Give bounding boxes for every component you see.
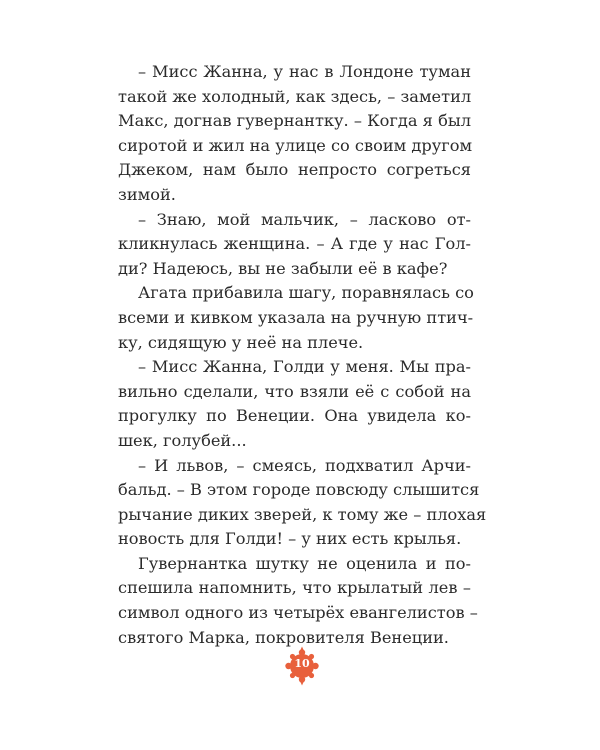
text-line: символ одного из четырёх евангелистов – <box>118 603 478 623</box>
body-text <box>118 60 487 650</box>
text-line: Гувернантка шутку не оценила и по- <box>138 553 471 573</box>
text-line: прогулку по Венеции. Она увидела ко- <box>118 406 471 426</box>
text-line: Агата прибавила шагу, поравнялась со <box>138 283 474 303</box>
text-line: сиротой и жил на улице со своим другом <box>118 135 473 155</box>
paragraph <box>118 355 471 453</box>
text-line: спешила напомнить, что крылатый лев – <box>118 578 471 598</box>
text-line: Джеком, нам было непросто согреться <box>118 160 471 180</box>
text-line: шек, голубей... <box>118 430 247 450</box>
page-number: 10 <box>294 657 310 670</box>
text-line: – Мисс Жанна, Голди у меня. Мы пра- <box>138 357 471 377</box>
text-line: всеми и кивком указала на ручную птич- <box>118 307 474 327</box>
text-line: – И львов, – смеясь, подхватил Арчи- <box>138 455 471 475</box>
paragraph <box>118 60 471 208</box>
text-line: кликнулась женщина. – А где у нас Гол- <box>118 234 471 254</box>
paragraph <box>118 281 474 355</box>
text-line: вильно сделали, что взяли её с собой на <box>118 381 471 401</box>
text-line: – Мисс Жанна, у нас в Лондоне туман <box>138 62 471 81</box>
text-line: такой же холодный, как здесь, – заметил <box>118 86 472 106</box>
paragraph <box>118 208 471 282</box>
page-number-badge <box>282 646 322 686</box>
text-line: Макс, догнав гувернантку. – Когда я был <box>118 111 471 131</box>
paragraph <box>118 552 478 650</box>
text-line: святого Марка, покровителя Венеции. <box>118 627 449 647</box>
text-line: рычание диких зверей, к тому же – плохая <box>118 504 487 524</box>
text-line: зимой. <box>118 184 176 204</box>
text-line: новость для Голди! – у них есть крылья. <box>118 529 462 549</box>
text-line: ку, сидящую у неё на плече. <box>118 332 364 352</box>
text-line: – Знаю, мой мальчик, – ласково от- <box>138 209 471 229</box>
text-line: бальд. – В этом городе повсюду слышится <box>118 480 480 500</box>
text-line: ди? Надеюсь, вы не забыли её в кафе? <box>118 258 448 278</box>
paragraph <box>118 454 487 552</box>
